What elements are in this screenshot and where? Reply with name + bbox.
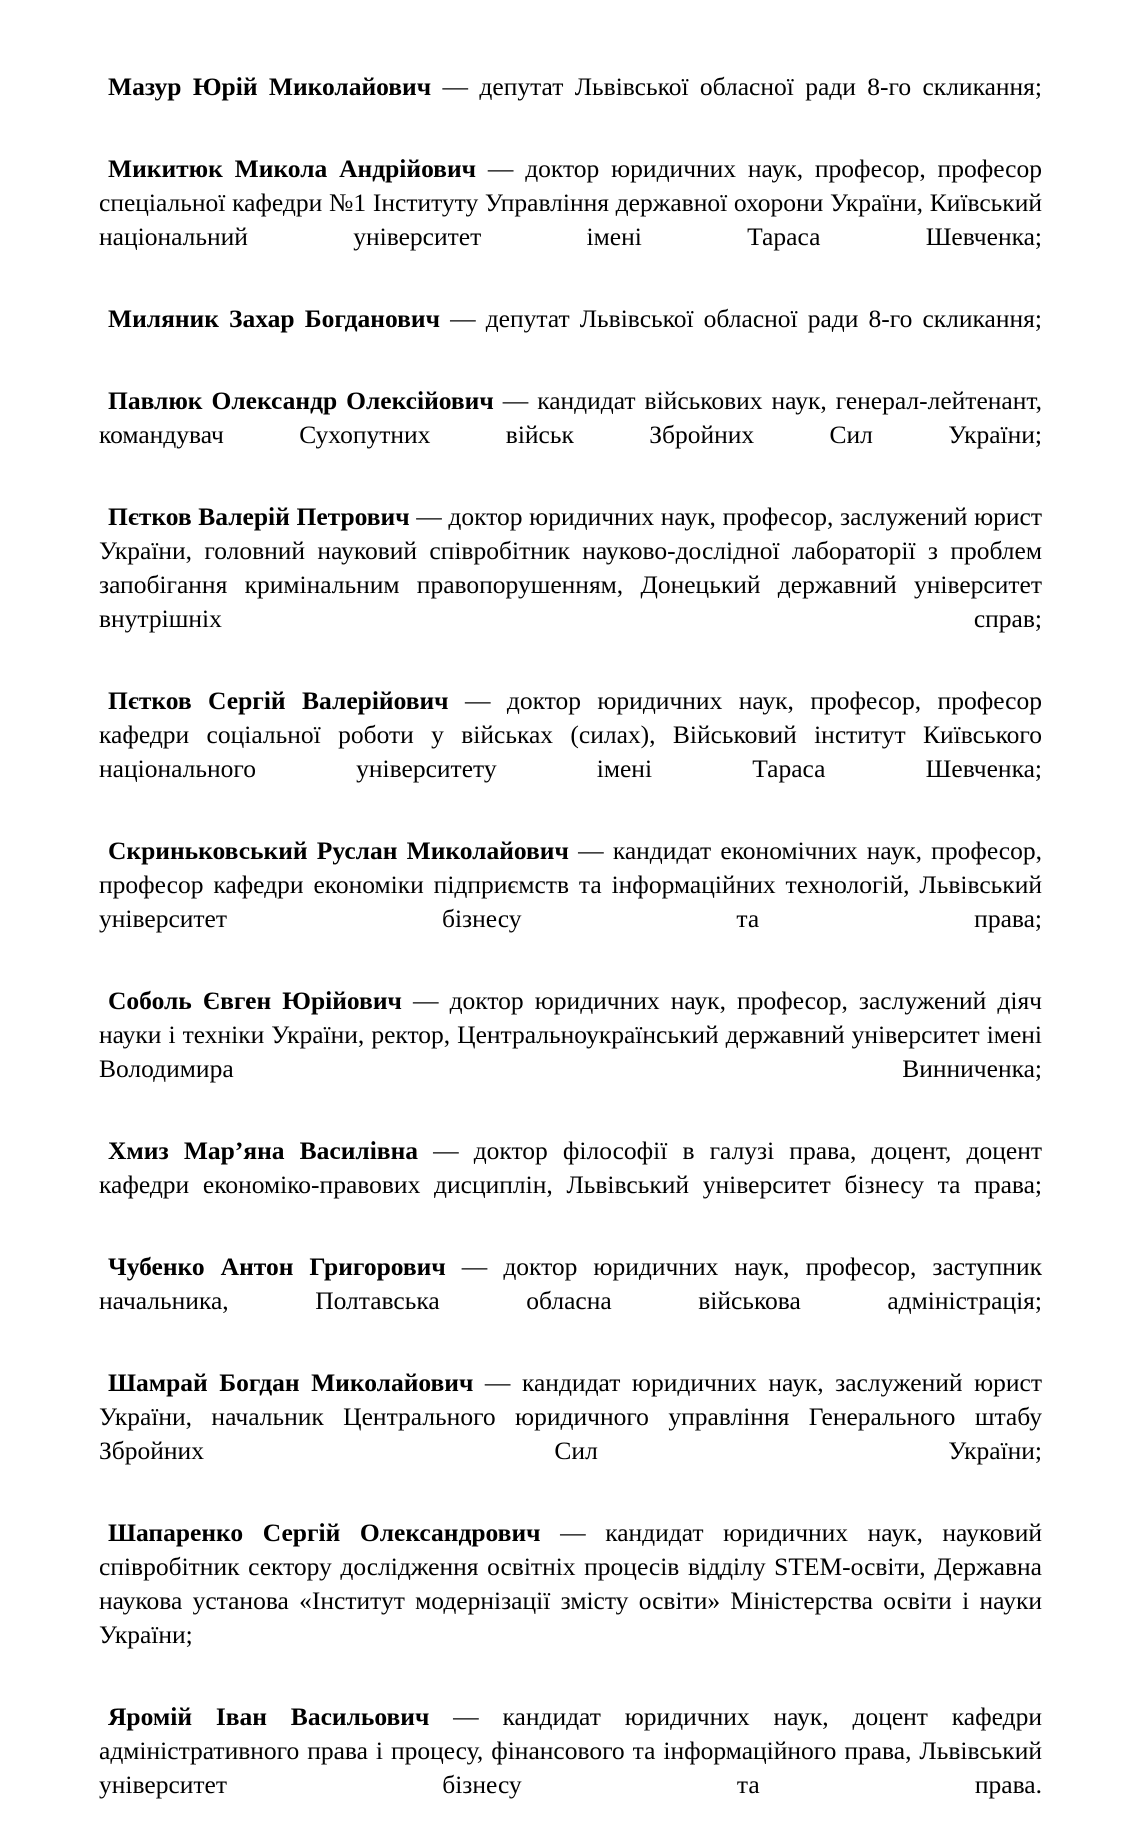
- em-dash-separator: —: [476, 154, 526, 183]
- person-entry: [99, 1366, 1042, 1502]
- person-name: Пєтков Сергій Валерійович: [108, 686, 449, 715]
- person-description: кандидат військових наук, генерал-лейтенант, командувач Сухопутних військ Збройних Сил України;: [99, 386, 1042, 449]
- person-entry-list: [99, 70, 1042, 1836]
- person-description: доктор юридичних наук, професор, заслужений діяч науки і техніки України, ректор, Центральноукраїнський державний університет імені Володимира Винниченка;: [99, 986, 1042, 1083]
- em-dash-separator: —: [409, 502, 449, 531]
- person-entry: [99, 684, 1042, 820]
- person-description: доктор юридичних наук, професор, професор кафедри соціальної роботи у військах (силах), Військовий інститут Київського національного університету імені Тараса Шевченка;: [99, 686, 1042, 783]
- person-entry: [99, 1700, 1042, 1836]
- em-dash-separator: —: [493, 386, 538, 415]
- person-name: Хмиз Мар’яна Василівна: [108, 1136, 419, 1165]
- person-description: кандидат юридичних наук, заслужений юрист України, начальник Центрального юридичного управління Генерального штабу Збройних Сил України;: [99, 1368, 1042, 1465]
- em-dash-separator: —: [473, 1368, 522, 1397]
- em-dash-separator: —: [448, 686, 507, 715]
- person-description: кандидат юридичних наук, науковий співробітник сектору дослідження освітніх процесів відділу STEM-освіти, Державна наукова установа «Інститут модернізації змісту освіти» Міністерства освіти і науки України;: [99, 1518, 1042, 1649]
- person-entry: [99, 1516, 1042, 1686]
- person-entry: [99, 1134, 1042, 1236]
- person-entry: [99, 384, 1042, 486]
- person-description: депутат Львівської обласної ради 8-го скликання;: [485, 304, 1042, 333]
- person-entry: [99, 834, 1042, 970]
- em-dash-separator: —: [418, 1136, 474, 1165]
- person-name: Чубенко Антон Григорович: [108, 1252, 446, 1281]
- em-dash-separator: —: [445, 1252, 504, 1281]
- person-description: кандидат економічних наук, професор, професор кафедри економіки підприємств та інформаційних технологій, Львівський університет бізнесу та права;: [99, 836, 1042, 933]
- person-description: депутат Львівської обласної ради 8-го скликання;: [479, 72, 1042, 101]
- person-entry: [99, 984, 1042, 1120]
- person-name: Шамрай Богдан Миколайович: [108, 1368, 474, 1397]
- person-name: Яромій Іван Васильович: [108, 1702, 430, 1731]
- em-dash-separator: —: [401, 986, 450, 1015]
- person-name: Соболь Євген Юрійович: [108, 986, 402, 1015]
- person-entry: [99, 70, 1042, 138]
- em-dash-separator: —: [568, 836, 613, 865]
- person-name: Миляник Захар Богданович: [108, 304, 440, 333]
- person-entry: [99, 500, 1042, 670]
- person-name: Шапаренко Сергій Олександрович: [108, 1518, 541, 1547]
- person-name: Микитюк Микола Андрійович: [108, 154, 477, 183]
- person-description: доктор юридичних наук, професор, заслужений юрист України, головний науковий співробітник науково-дослідної лабораторії з проблем запобігання кримінальним правопорушенням, Донецький державний університет внутрішніх справ;: [99, 502, 1042, 633]
- person-name: Пєтков Валерій Петрович: [108, 502, 410, 531]
- person-entry: [99, 152, 1042, 288]
- person-name: Мазур Юрій Миколайович: [108, 72, 432, 101]
- person-description: доктор юридичних наук, професор, заступник начальника, Полтавська обласна військова адміністрація;: [99, 1252, 1042, 1315]
- person-name: Скриньковський Руслан Миколайович: [108, 836, 569, 865]
- em-dash-separator: —: [429, 1702, 503, 1731]
- em-dash-separator: —: [439, 304, 486, 333]
- person-description: доктор філософії в галузі права, доцент, доцент кафедри економіко-правових дисциплін, Львівський університет бізнесу та права;: [99, 1136, 1043, 1199]
- em-dash-separator: —: [540, 1518, 606, 1547]
- person-description: кандидат юридичних наук, доцент кафедри адміністративного права і процесу, фінансового та інформаційного права, Львівський університет бізнесу та права.: [99, 1702, 1042, 1799]
- em-dash-separator: —: [431, 72, 480, 101]
- person-name: Павлюк Олександр Олексійович: [108, 386, 494, 415]
- person-entry: [99, 302, 1042, 370]
- person-entry: [99, 1250, 1042, 1352]
- person-description: доктор юридичних наук, професор, професор спеціальної кафедри №1 Інституту Управління державної охорони України, Київський національний університет імені Тараса Шевченка;: [99, 154, 1042, 251]
